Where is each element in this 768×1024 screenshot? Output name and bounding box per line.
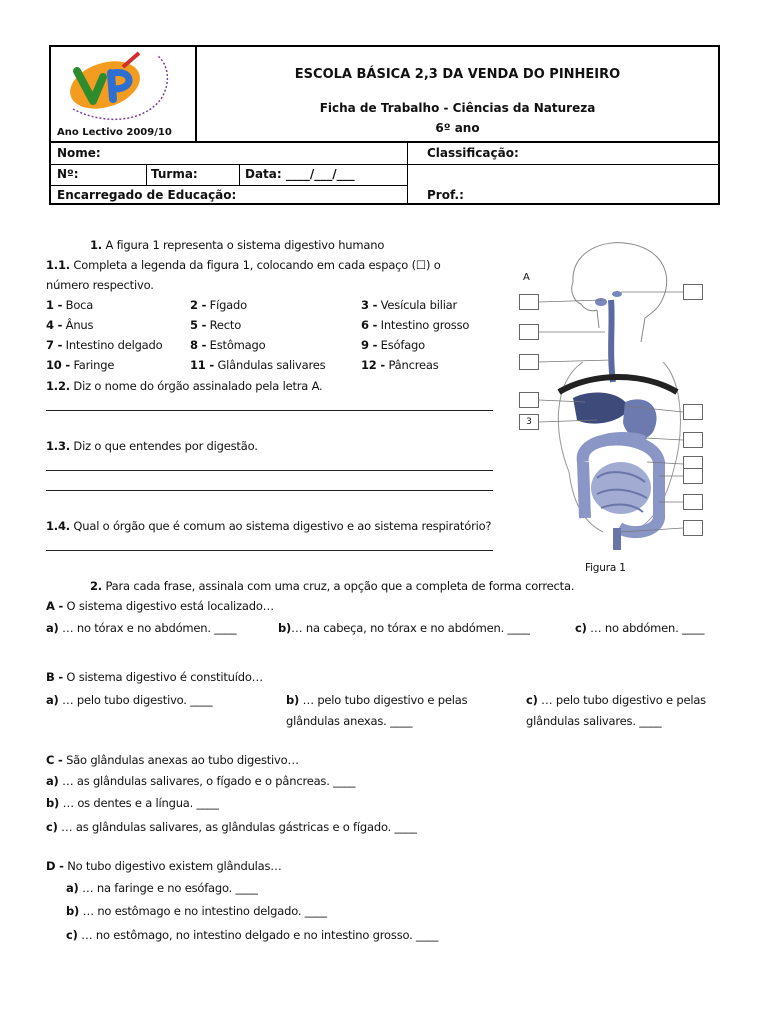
q2c-option-b[interactable]: b) … os dentes e a língua. ____ — [46, 796, 219, 810]
answer-line[interactable] — [46, 490, 493, 491]
q1-intro: 1. A figura 1 representa o sistema digestivo humano — [90, 238, 385, 252]
q2d-option-b[interactable]: b) … no estômago e no intestino delgado. ____ — [66, 904, 327, 918]
school-year: Ano Lectivo 2009/10 — [57, 127, 172, 138]
q13-text: 1.3. Diz o que entendes por digestão. — [46, 439, 258, 453]
legend-box[interactable] — [683, 432, 703, 448]
q2b-option-c-cont: glândulas salivares. ____ — [526, 714, 662, 728]
q2c-option-c[interactable]: c) … as glândulas salivares, as glândulas gástricas e o fígado. ____ — [46, 820, 417, 834]
legend-item: 6 - Intestino grosso — [361, 318, 470, 332]
q2a-stem: A - O sistema digestivo está localizado… — [46, 599, 274, 613]
answer-line[interactable] — [46, 470, 493, 471]
q2a-option-a[interactable]: a) … no tórax e no abdómen. ____ — [46, 621, 237, 635]
school-logo — [53, 49, 195, 129]
legend-box[interactable] — [683, 494, 703, 510]
answer-line[interactable] — [46, 410, 493, 411]
q12-text: 1.2. Diz o nome do órgão assinalado pela letra A. — [46, 379, 323, 393]
sheet-title: Ficha de Trabalho - Ciências da Natureza — [319, 101, 596, 115]
q14-text: 1.4. Qual o órgão que é comum ao sistema digestivo e ao sistema respiratório? — [46, 519, 492, 533]
legend-item: 10 - Faringe — [46, 358, 115, 372]
legend-box[interactable] — [683, 468, 703, 484]
name-field-label: Nome: — [57, 146, 101, 160]
classification-label: Classificação: — [427, 146, 519, 160]
figure-caption: Figura 1 — [585, 562, 626, 574]
legend-item: 1 - Boca — [46, 298, 94, 312]
number-field-label: Nº: — [57, 167, 79, 181]
legend-box-filled[interactable]: 3 — [519, 414, 539, 430]
class-field-label: Turma: — [151, 167, 198, 181]
school-name: ESCOLA BÁSICA 2,3 DA VENDA DO PINHEIRO — [294, 67, 621, 82]
legend-box[interactable] — [519, 392, 539, 408]
legend-item: 9 - Esófago — [361, 338, 425, 352]
q11-text2: número respectivo. — [46, 278, 154, 292]
legend-box[interactable] — [519, 324, 539, 340]
title-cell — [197, 47, 718, 143]
legend-item: 8 - Estômago — [190, 338, 266, 352]
q2c-stem: C - São glândulas anexas ao tubo digestivo… — [46, 753, 299, 767]
q2-intro: 2. Para cada frase, assinala com uma cruz, a opção que a completa de forma correcta. — [90, 579, 575, 593]
grade-label: 6º ano — [435, 121, 480, 135]
teacher-field-label: Prof.: — [427, 188, 464, 202]
legend-item: 2 - Fígado — [190, 298, 247, 312]
answer-line[interactable] — [46, 550, 493, 551]
legend-item: 4 - Ânus — [46, 318, 94, 332]
q2a-option-b[interactable]: b)… na cabeça, no tórax e no abdómen. ____ — [278, 621, 530, 635]
legend-box[interactable] — [519, 354, 539, 370]
q2d-stem: D - No tubo digestivo existem glândulas… — [46, 859, 282, 873]
legend-box[interactable] — [683, 284, 703, 300]
legend-item: 7 - Intestino delgado — [46, 338, 163, 352]
header-table — [49, 45, 720, 205]
q2b-stem: B - O sistema digestivo é constituído… — [46, 670, 263, 684]
q2b-option-b[interactable]: b) … pelo tubo digestivo e pelas — [286, 693, 468, 707]
digestive-system-figure — [513, 232, 713, 562]
legend-item: 3 - Vesícula biliar — [361, 298, 458, 312]
logo-cell — [51, 47, 197, 143]
q2b-option-b-cont: glândulas anexas. ____ — [286, 714, 413, 728]
digestive-system-drawing — [513, 232, 713, 562]
q11-text: 1.1. Completa a legenda da figura 1, colocando em cada espaço (☐) o — [46, 258, 441, 272]
q2d-option-a[interactable]: a) … na faringe e no esófago. ____ — [66, 881, 258, 895]
date-field-label: Data: ____/___/___ — [245, 167, 355, 181]
q2a-option-c[interactable]: c) … no abdómen. ____ — [575, 621, 705, 635]
legend-item: 11 - Glândulas salivares — [190, 358, 326, 372]
q2d-option-c[interactable]: c) … no estômago, no intestino delgado e no intestino grosso. ____ — [66, 928, 439, 942]
q2b-option-c[interactable]: c) … pelo tubo digestivo e pelas — [526, 693, 706, 707]
legend-box[interactable] — [683, 520, 703, 536]
q2b-option-a[interactable]: a) … pelo tubo digestivo. ____ — [46, 693, 213, 707]
legend-box[interactable] — [683, 404, 703, 420]
legend-box[interactable] — [519, 294, 539, 310]
legend-item: 12 - Pâncreas — [361, 358, 439, 372]
legend-item: 5 - Recto — [190, 318, 242, 332]
figure-letter-a: A — [523, 272, 530, 283]
guardian-field-label: Encarregado de Educação: — [57, 188, 237, 202]
q2c-option-a[interactable]: a) … as glândulas salivares, o fígado e o pâncreas. ____ — [46, 774, 356, 788]
